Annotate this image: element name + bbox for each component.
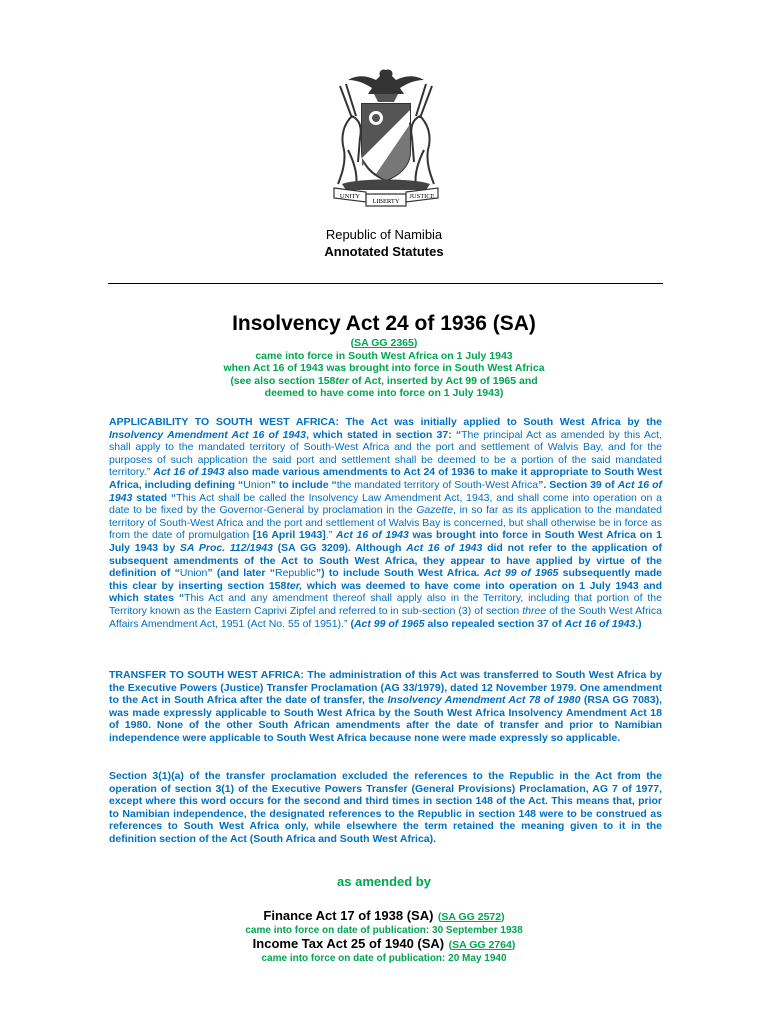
oryx-right-icon — [411, 84, 434, 186]
text-run: , which stated in section 37: “ — [305, 428, 462, 441]
amendment-title: Finance Act 17 of 1938 (SA) — [263, 908, 434, 923]
gazette-link[interactable]: SA GG 2365 — [354, 337, 414, 349]
text-run: Act 16 of 1943 — [564, 617, 636, 630]
commencement-line-3-a: (see also section 158 — [230, 374, 336, 387]
amendment-gazette-link[interactable]: SA GG 2764 — [452, 939, 512, 951]
gazette-reference — [0, 337, 768, 350]
text-run: ( — [347, 617, 354, 630]
section-3-paragraph — [109, 770, 662, 846]
act-title: Insolvency Act 24 of 1936 (SA) — [232, 312, 536, 335]
text-run: Act 16 of 1943 — [153, 466, 225, 479]
oryx-left-icon — [338, 84, 361, 186]
commencement-line-2: when Act 16 of 1943 was brought into force in South West Africa — [223, 362, 545, 375]
amendment-gazette-open: ( — [448, 939, 453, 951]
commencement-line-1: came into force in South West Africa on 1 July 1943 — [255, 349, 513, 362]
motto-ribbon — [334, 188, 438, 206]
text-run: of the South West Africa Affairs Amendment Act, 1951 (Act No. 55 of 1951).” — [109, 604, 662, 630]
text-run: also made various amendments to Act 24 of 1936 to make it appropriate to South West Africa, including defining “ — [109, 466, 663, 491]
amendment-commencement: came into force on date of publication: 30 September 1938 — [245, 925, 523, 936]
ribbon-word-unity: UNITY — [339, 193, 361, 200]
text-run: also repealed section 37 of — [424, 617, 565, 630]
as-amended-by-heading: as amended by — [337, 874, 431, 889]
amendment-entry — [0, 907, 768, 937]
act-title-block — [0, 311, 768, 400]
amendment-gazette-close: ) — [501, 911, 505, 923]
applicability-paragraph — [109, 416, 662, 630]
text-run: TRANSFER TO SOUTH WEST AFRICA: The administration of this Act was transferred to South West Africa by the Executive Powers (Justice) Transfer Proclamation (AG 33/1979), dated 12 November 1979. One amendment to the Act in South Africa after the date of transfer, the — [109, 669, 662, 707]
text-run: Act 16 of 1943 — [109, 478, 663, 504]
coat-of-arms-logo — [318, 66, 454, 208]
text-run: which was deemed to have come into operation on 1 July 1943 and which states “ — [109, 579, 662, 605]
text-run: ”) to include South West Africa. — [315, 567, 484, 580]
text-run: This Act shall be called the Insolvency Law Amendment Act, 1943, and shall come into operation on a date to be fixed by the Governor-General by proclamation in the — [109, 491, 662, 517]
document-header — [0, 226, 768, 260]
text-run: APPLICABILITY TO SOUTH WEST AFRICA: The Act was initially applied to South West Africa by the — [109, 416, 662, 428]
text-run: Act 99 of 1965 — [483, 567, 559, 580]
shield-icon — [362, 104, 410, 180]
text-run: did not refer to the application of subsequent amendments of the Act to South West Africa, they appear to have applied by virtue of the definition of “ — [109, 541, 663, 580]
text-run: Section 3(1)(a) of the transfer proclamation excluded the references to the Republic in the Act from the operation of section 3(1) of the Executive Powers Transfer (General Provisions) Proclamation, AG 7 of 1977, except where this word occurs for the second and third times in section 148 of the Act. This means that, prior to Namibian independence, the designated references to the Republic in section 148 were to be construed as references to South West Africa only, while elsewhere the term retained the meaning given to it in the definition section of the Act (South Africa and South West Africa). — [109, 770, 662, 845]
annotated-statutes-label: Annotated Statutes — [324, 244, 444, 259]
gazette-close-paren: ) — [413, 337, 418, 349]
commencement-line-3-ter: ter — [335, 374, 349, 387]
commencement-line-3-b: of Act, inserted by Act 99 of 1965 and — [348, 374, 538, 387]
text-run: The principal Act as amended by this Act, shall apply to the mandated territory of South-West Africa and the port and settlement of Walvis Bay, and for the purposes of such application the said port and settlement shall be deemed to be a portion of the said mandated territory.” — [109, 428, 662, 479]
text-run: This Act and any amendment thereof shall apply also in the Territory, including that portion of the Territory known as the Eastern Caprivi Zipfel and referred to in sub-section (3) of section — [109, 592, 662, 617]
text-run: ” to include “ — [270, 478, 337, 491]
commencement-line-4: deemed to have come into force on 1 July 1943) — [264, 387, 504, 400]
ribbon-word-justice: JUSTICE — [409, 193, 435, 200]
text-run: Union — [243, 478, 271, 491]
text-run: three — [522, 604, 547, 617]
amendment-gazette-link[interactable]: SA GG 2572 — [441, 911, 502, 923]
text-run: ”. Section 39 of — [538, 478, 618, 491]
text-run: (RSA GG 7083), was made expressly applicable to South West Africa by the South West Africa Insolvency Amendment Act 18 of 1980. None of the other South African amendments after the date of transfer and prior to Namibian independence were applicable to South West Africa because none were made expressly so applicable. — [109, 694, 662, 744]
ribbon-word-liberty: LIBERTY — [372, 198, 400, 205]
text-run: .” — [325, 529, 333, 542]
ground-icon — [342, 180, 430, 191]
republic-label: Republic of Namibia — [325, 227, 443, 242]
text-run: stated “ — [132, 491, 177, 504]
text-run: [16 April 1943] — [252, 529, 326, 542]
amendment-entry — [0, 935, 768, 965]
text-run: Republic — [274, 567, 316, 580]
gazette-open-paren: ( — [350, 337, 355, 349]
text-run: ” (and later “ — [207, 567, 275, 580]
text-run: Union — [179, 567, 208, 580]
text-run: subsequently made this clear by inserting section 158 — [109, 567, 662, 592]
header-divider — [108, 283, 663, 284]
amendment-commencement: came into force on date of publication: 20 May 1940 — [261, 953, 507, 964]
text-run: .) — [635, 617, 642, 630]
transfer-paragraph — [109, 669, 662, 745]
text-run: was brought into force in South West Africa on 1 July 1943 by — [109, 529, 662, 554]
text-run: Act 16 of 1943 — [335, 529, 409, 542]
amendment-gazette — [449, 939, 516, 951]
text-run: Gazette — [416, 504, 454, 517]
text-run: the mandated territory of South-West Africa — [336, 478, 539, 491]
eagle-icon — [348, 69, 424, 102]
text-run: ter, — [286, 579, 303, 592]
amendment-gazette-close: ) — [511, 939, 516, 951]
text-run: Act 16 of 1943 — [406, 541, 483, 554]
commencement-line-3 — [0, 375, 768, 388]
text-run: SA Proc. 112/1943 — [179, 541, 273, 554]
text-run: (SA GG 3209). Although — [272, 541, 407, 554]
amendment-gazette — [438, 911, 505, 923]
text-run: Act 99 of 1965 — [353, 617, 425, 630]
text-run: Insolvency Amendment Act 78 of 1980 — [387, 694, 581, 707]
amendment-title: Income Tax Act 25 of 1940 (SA) — [252, 936, 445, 951]
text-run: , in so far as its application to the mandated territory of South-West Africa and the port and settlement of Walvis Bay is concerned, but shall otherwise be in force as from the date of promulgation — [109, 504, 662, 542]
text-run: Insolvency Amendment Act 16 of 1943 — [109, 428, 306, 441]
amendment-gazette-open: ( — [437, 911, 442, 923]
